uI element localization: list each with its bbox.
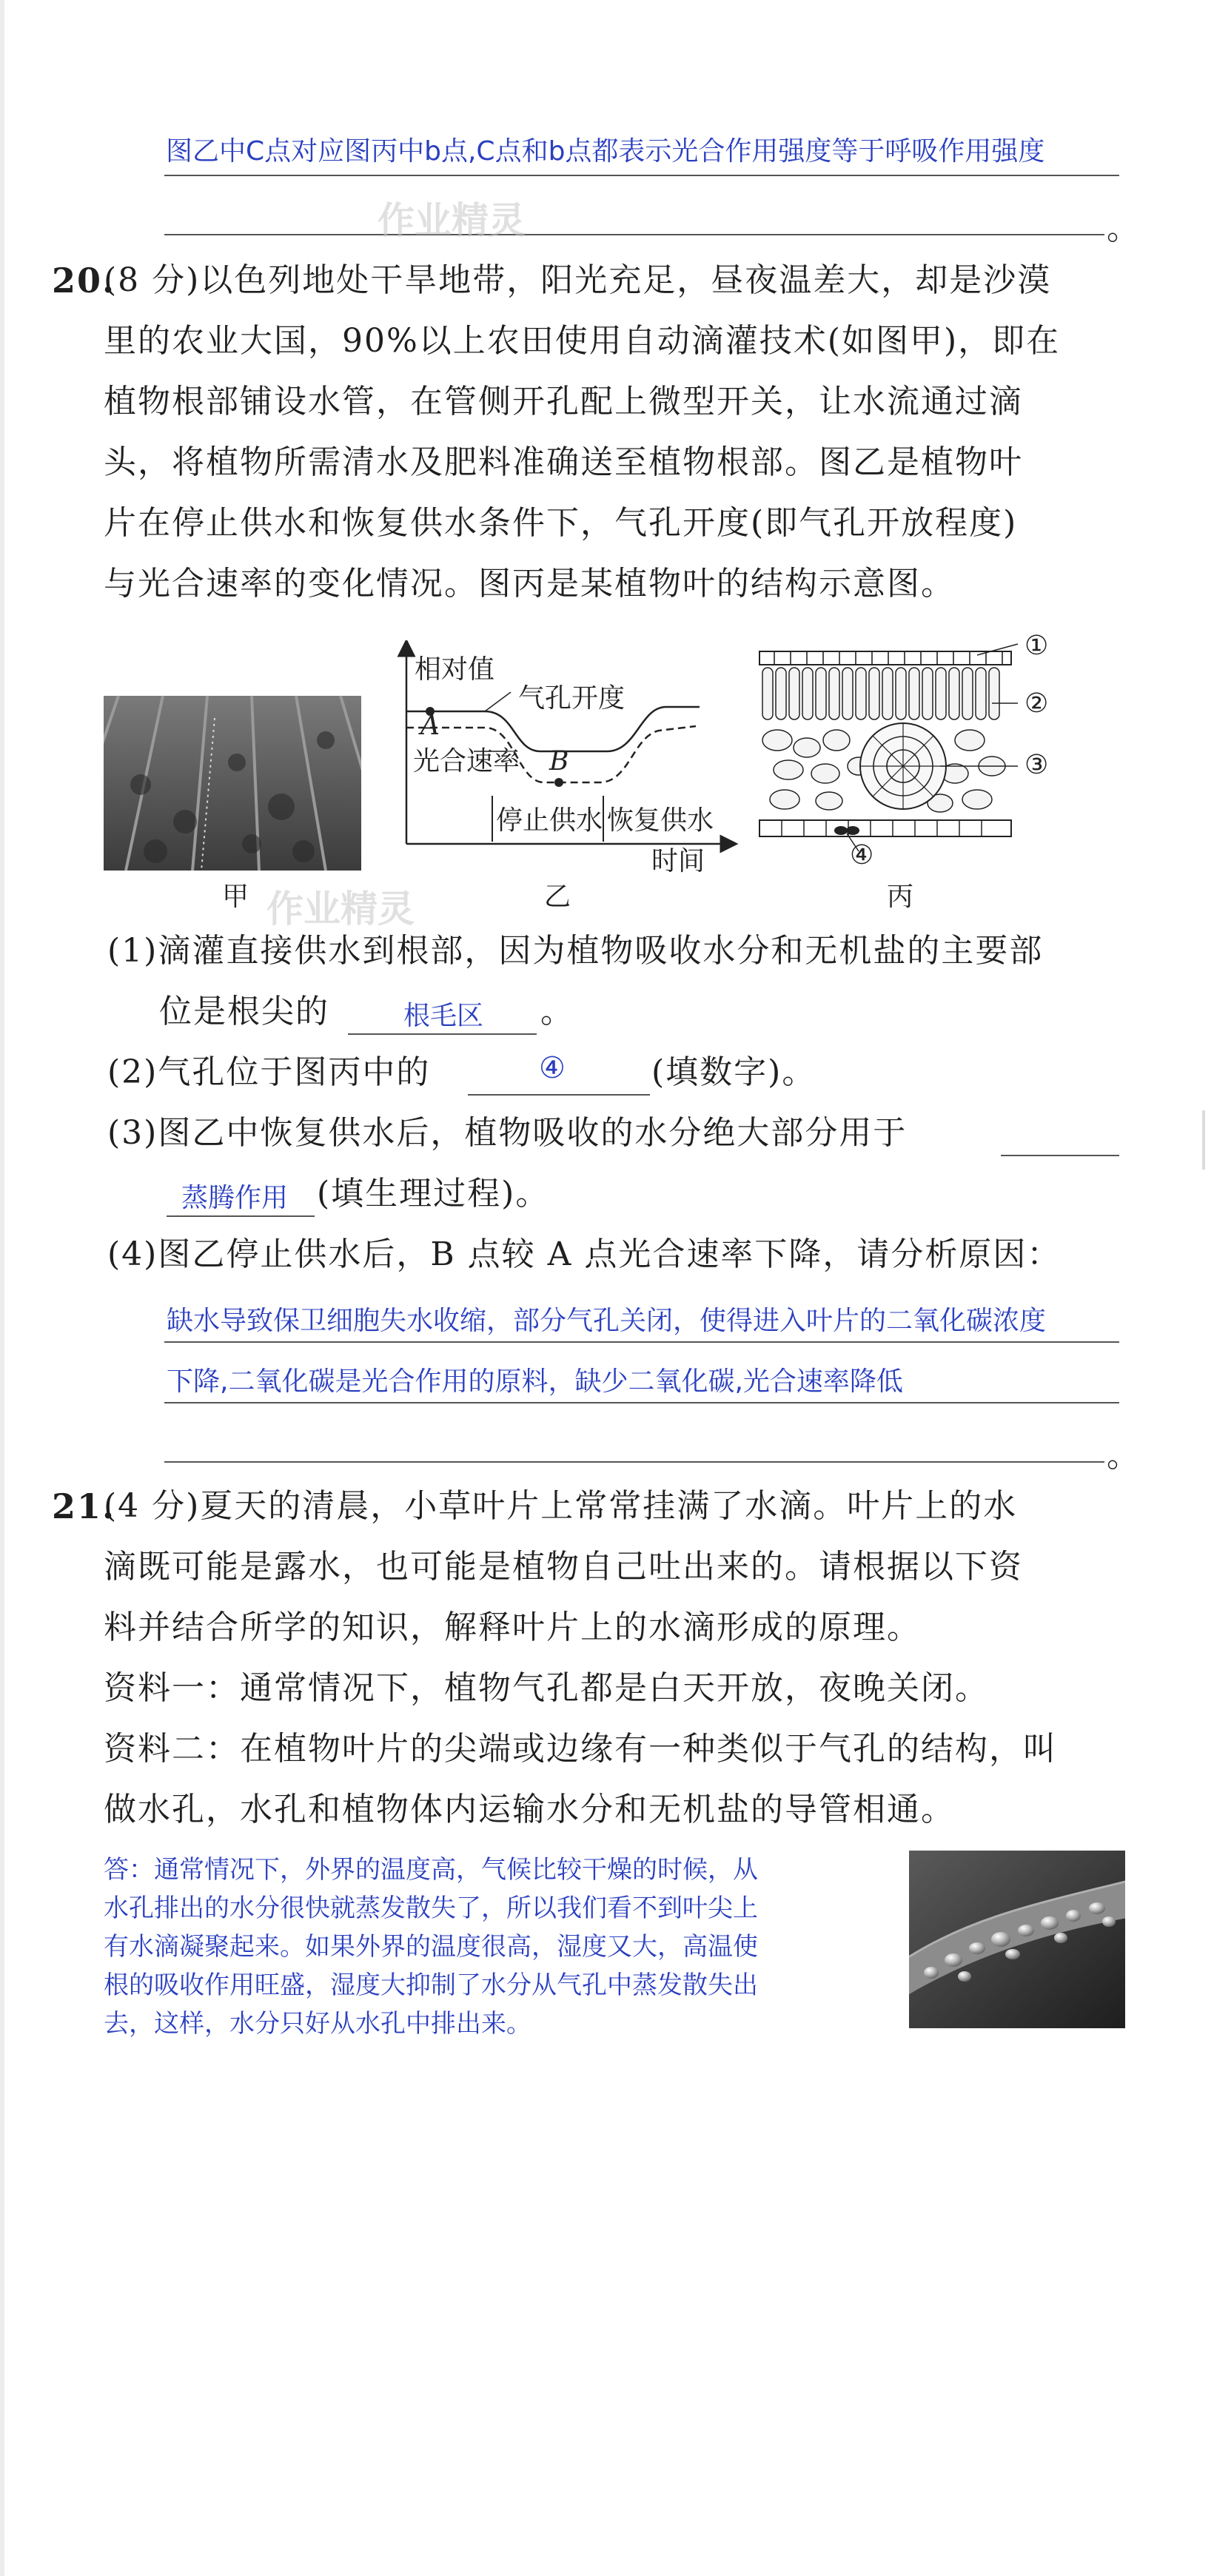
watermark: 作业精灵: [378, 199, 526, 242]
q20-stem-line: 片在停止供水和恢复供水条件下，气孔开度(即气孔开放程度): [104, 504, 1018, 542]
q21-material-1: 资料一：通常情况下，植物气孔都是白天开放，夜晚关闭。: [104, 1669, 989, 1707]
period: 。: [1107, 1437, 1141, 1475]
answer-blank: [167, 1215, 315, 1217]
point-b: [554, 778, 563, 787]
answer-transpiration: 蒸腾作用: [181, 1183, 289, 1213]
answer-line: [164, 1402, 1119, 1403]
period: 。: [1107, 209, 1141, 247]
answer-line: [164, 1341, 1119, 1343]
answer-reason-line2: 下降,二氧化碳是光合作用的原料，缺少二氧化碳,光合速率降低: [167, 1366, 903, 1397]
q20-stem-line: 里的农业大国，90%以上农田使用自动滴灌技术(如图甲)，即在: [104, 322, 1061, 360]
answer-line: [164, 234, 1104, 235]
leaf-label-1: ①: [1024, 631, 1049, 661]
figure-yi-label: 乙: [544, 882, 571, 912]
q20-sub2-pre: (2)气孔位于图丙中的: [107, 1053, 431, 1091]
top-answer: 图乙中C点对应图丙中b点,C点和b点都表示光合作用强度等于呼吸作用强度: [166, 136, 1045, 167]
graph-stop-label: 停止供水: [496, 805, 603, 836]
figure-jia-photo: [104, 696, 361, 871]
q20-stem-line: (8 分)以色列地处干旱地带，阳光充足，昼夜温差大，却是沙漠: [104, 261, 1052, 299]
answer-blank: [1001, 1155, 1119, 1156]
water-droplet-photo: [909, 1851, 1125, 2028]
q21-material-2: 资料二：在植物叶片的尖端或边缘有一种类似于气孔的结构，叫: [104, 1730, 1057, 1768]
q20-stem-line: 植物根部铺设水管，在管侧开孔配上微型开关，让水流通过滴: [104, 383, 1023, 420]
graph-point-b-label: B: [549, 746, 569, 777]
figure-bing-leaf-section: [755, 637, 1022, 859]
watermark: 作业精灵: [266, 888, 415, 930]
q20-stem-line: 头，将植物所需清水及肥料准确送至植物根部。图乙是植物叶: [104, 443, 1023, 481]
scan-edge: [0, 0, 4, 2576]
q20-sub1-line1: (1)滴灌直接供水到根部，因为植物吸收水分和无机盐的主要部: [107, 932, 1044, 970]
leaf-label-4: ④: [850, 840, 874, 871]
q21-stem-line: 滴既可能是露水，也可能是植物自己吐出来的。请根据以下资: [104, 1548, 1023, 1586]
q20-sub3-post: (填生理过程)。: [317, 1175, 550, 1212]
question-number-20: 20.: [52, 261, 116, 301]
q20-sub1-line2: 位是根尖的: [159, 993, 329, 1030]
q21-answer-line: 根的吸收作用旺盛，湿度大抑制了水分从气孔中蒸发散失出: [104, 1970, 758, 2000]
answer-blank: [468, 1094, 650, 1096]
page-shadow-edge: [1202, 1110, 1205, 1170]
q21-answer-line: 答：通常情况下，外界的温度高，气候比较干燥的时候，从: [104, 1855, 758, 1885]
leaf-label-3: ③: [1024, 750, 1049, 780]
figure-bing-label: 丙: [887, 882, 914, 912]
q21-material-2-cont: 做水孔，水孔和植物体内运输水分和无机盐的导管相通。: [104, 1791, 955, 1828]
graph-stomata-label: 气孔开度: [518, 683, 626, 714]
graph-y-axis-label: 相对值: [415, 654, 495, 685]
graph-photo-label: 光合速率: [413, 746, 520, 777]
answer-stomata-number: ④: [539, 1051, 566, 1085]
q20-sub2-post: (填数字)。: [651, 1053, 816, 1091]
graph-resume-label: 恢复供水: [607, 805, 714, 836]
period: 。: [540, 993, 574, 1030]
graph-x-axis-label: 时间: [651, 846, 705, 876]
q20-sub3-line1: (3)图乙中恢复供水后，植物吸收的水分绝大部分用于: [107, 1114, 908, 1152]
answer-line: [164, 1461, 1104, 1463]
q21-answer-line: 去，这样，水分只好从水孔中排出来。: [104, 2009, 531, 2039]
graph-point-a-label: A: [420, 711, 440, 741]
q21-answer-line: 有水滴凝聚起来。如果外界的温度很高，湿度又大，高温使: [104, 1932, 758, 1962]
figure-jia-label: 甲: [222, 882, 249, 912]
q21-stem-line: 料并结合所学的知识，解释叶片上的水滴形成的原理。: [104, 1609, 921, 1646]
leaf-label-2: ②: [1024, 688, 1049, 719]
q20-sub4-line1: (4)图乙停止供水后，B 点较 A 点光合速率下降，请分析原因：: [107, 1235, 1062, 1273]
q21-stem-line: (4 分)夏天的清晨，小草叶片上常常挂满了水滴。叶片上的水: [104, 1487, 1018, 1525]
answer-reason-line1: 缺水导致保卫细胞失水收缩，部分气孔关闭，使得进入叶片的二氧化碳浓度: [167, 1306, 1047, 1336]
q20-stem-line: 与光合速率的变化情况。图丙是某植物叶的结构示意图。: [104, 565, 955, 603]
q21-answer-line: 水孔排出的水分很快就蒸发散失了，所以我们看不到叶尖上: [104, 1894, 758, 1923]
answer-line: [164, 175, 1119, 176]
answer-blank: [348, 1033, 537, 1035]
question-number-21: 21.: [52, 1486, 116, 1526]
answer-root-hair-zone: 根毛区: [403, 1001, 484, 1031]
